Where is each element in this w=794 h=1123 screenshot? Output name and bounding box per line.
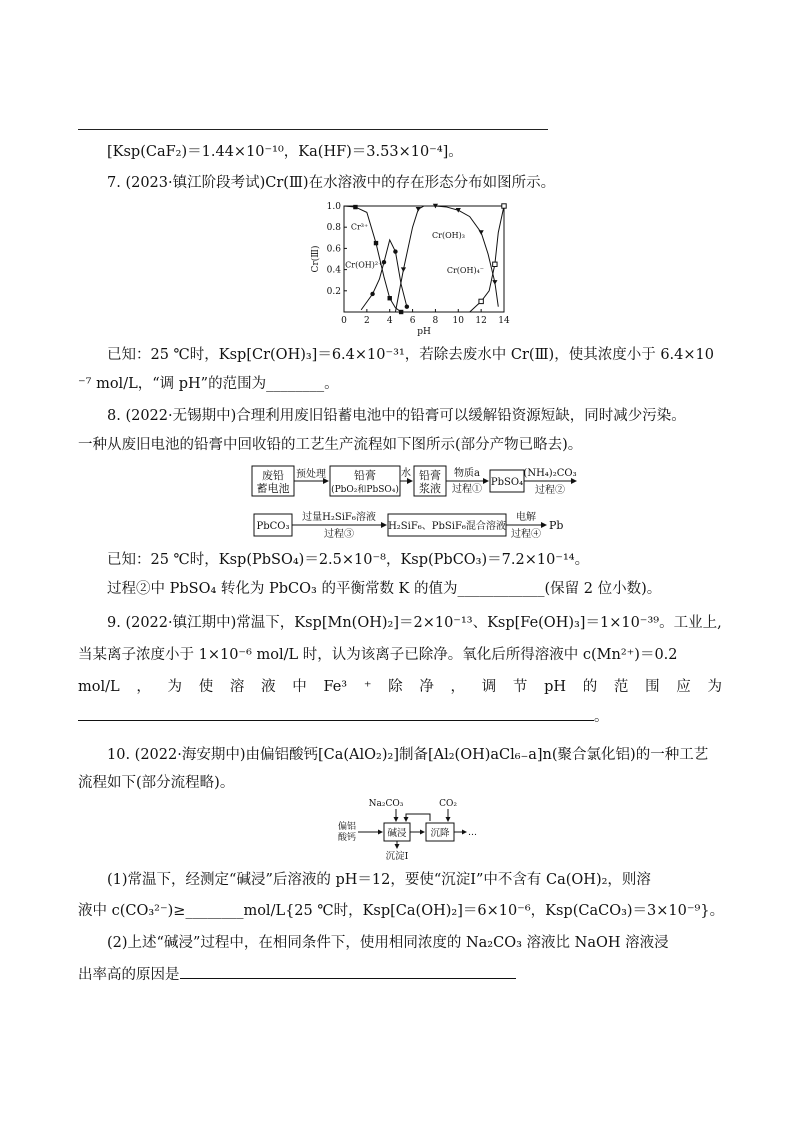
data-point (492, 280, 497, 285)
y-tick-label: 0.4 (326, 265, 341, 276)
data-point (370, 292, 374, 296)
x-tick-label: 6 (409, 316, 416, 326)
q10-part2-line2: 出率高的原因是 (78, 964, 516, 985)
svg-text:蓄电池: 蓄电池 (256, 482, 290, 495)
svg-text:H₂SiF₆、PbSiF₆混合溶液: H₂SiF₆、PbSiF₆混合溶液 (388, 521, 506, 532)
aluminum-chloride-flowchart (334, 796, 484, 862)
flow-co2-label: CO₂ (439, 799, 457, 809)
svg-text:…: … (468, 828, 477, 838)
svg-text:(PbO₂和PbSO₄): (PbO₂和PbSO₄) (331, 485, 399, 495)
svg-text:过程②: 过程② (535, 485, 565, 496)
svg-text:物质a: 物质a (454, 468, 480, 479)
svg-text:过程①: 过程① (452, 484, 482, 495)
lead-recovery-flowchart (250, 462, 630, 542)
data-point (393, 249, 397, 253)
flow-precipitate-label: 沉淀Ⅰ (385, 851, 409, 862)
top-note: [Ksp(CaF₂)＝1.44×10⁻¹⁰，Ka(HF)＝3.53×10⁻⁴]。 (107, 144, 463, 160)
data-point (382, 260, 386, 264)
svg-text:碱浸: 碱浸 (387, 828, 407, 839)
q10-part2-line1: (2)上述“碱浸”过程中，在相同条件下，使用相同浓度的 Na₂CO₃ 溶液比 NaOH 溶液浸 (107, 935, 669, 951)
q8-title-line2: 一种从废旧电池的铅膏中回收铅的工艺生产流程如下图所示(部分产物已略去)。 (78, 437, 583, 453)
svg-text:偏铝: 偏铝 (338, 822, 357, 832)
x-tick-label: 10 (452, 316, 465, 326)
svg-text:浆液: 浆液 (419, 482, 441, 495)
q8-question: 过程②中 PbSO₄ 转化为 PbCO₃ 的平衡常数 K 的值为____________(保留 2 位小数)。 (107, 581, 662, 597)
series-label: Cr(OH)²⁺ (345, 260, 383, 270)
data-point (479, 230, 484, 235)
q9-line3: mol/L ， 为 使 溶 液 中 Fe³ ⁺ 除 净 ， 调 节 pH 的 范 围 应 为 (78, 679, 722, 695)
series-label: Cr³⁺ (350, 222, 369, 232)
svg-text:PbSO₄: PbSO₄ (490, 477, 524, 488)
data-point (388, 296, 392, 300)
svg-text:过程③: 过程③ (324, 529, 354, 540)
x-tick-label: 0 (341, 316, 347, 326)
series-label: Cr(OH)₄⁻ (446, 265, 485, 275)
svg-text:水: 水 (401, 468, 411, 479)
q10-part1-line2: 液中 c(CO₃²⁻)≥________mol/L{25 ℃时，Ksp[Ca(OH)₂]＝6×10⁻⁶，Ksp(CaCO₃)＝3×10⁻⁹}。 (78, 903, 725, 919)
svg-text:铅膏: 铅膏 (419, 469, 441, 482)
q7-known-line1: 已知：25 ℃时，Ksp[Cr(OH)₃]＝6.4×10⁻³¹，若除去废水中 Cr(Ⅲ)，使其浓度小于 6.4×10 (107, 347, 714, 363)
svg-text:过量H₂SiF₆溶液: 过量H₂SiF₆溶液 (302, 512, 376, 523)
data-point (399, 310, 403, 314)
data-point (405, 305, 409, 309)
data-point (479, 299, 483, 303)
svg-text:沉降: 沉降 (430, 828, 450, 839)
y-tick-label: 1.0 (326, 202, 341, 212)
svg-text:电解: 电解 (516, 512, 536, 523)
data-point (416, 207, 421, 212)
svg-text:酸钙: 酸钙 (338, 833, 357, 843)
q8-known: 已知：25 ℃时，Ksp(PbSO₄)＝2.5×10⁻⁸，Ksp(PbCO₃)＝7.2×10⁻¹⁴。 (107, 552, 590, 568)
q7-known-line2: ⁻⁷ mol/L，“调 pH”的范围为________。 (78, 376, 339, 392)
series-line (395, 206, 498, 312)
y-tick-label: 0.2 (326, 286, 341, 297)
x-tick-label: 4 (386, 316, 393, 326)
q9-answer-line: 。 (78, 706, 609, 727)
series-label: Cr(OH)₃ (432, 230, 465, 240)
svg-text:过程④: 过程④ (511, 529, 541, 540)
q10-answer-blank[interactable] (180, 964, 516, 979)
q10-part1-line1: (1)常温下，经测定“碱浸”后溶液的 pH＝12，要使“沉淀Ⅰ”中不含有 Ca(OH)₂，则溶 (107, 872, 651, 888)
q7-title: 7. (2023·镇江阶段考试)Cr(Ⅲ)在水溶液中的存在形态分布如图所示。 (107, 175, 556, 191)
svg-text:(NH₄)₂CO₃: (NH₄)₂CO₃ (523, 468, 577, 479)
data-point (502, 204, 506, 208)
series-line (470, 206, 504, 312)
q8-title-line1: 8. (2022·无锡期中)合理利用废旧铅蓄电池中的铅膏可以缓解铅资源短缺，同时减少污染。 (107, 408, 686, 424)
cr-species-distribution-chart (306, 198, 526, 338)
flow-product-pb: Pb (549, 519, 564, 532)
q10-title-line2: 流程如下(部分流程略)。 (78, 775, 235, 791)
data-point (493, 262, 497, 266)
data-point (401, 267, 406, 272)
q9-line1: 9. (2022·镇江期中)常温下，Ksp[Mn(OH)₂]＝2×10⁻¹³、Ksp[Fe(OH)₃]＝1×10⁻³⁹。工业上, (107, 615, 722, 631)
svg-text:预处理: 预处理 (296, 469, 326, 480)
data-point (456, 208, 461, 213)
x-tick-label: 2 (363, 316, 370, 326)
q9-answer-blank[interactable] (78, 706, 594, 721)
y-axis-label: Cr(Ⅲ) (311, 245, 321, 273)
flow-na2co3-label: Na₂CO₃ (368, 799, 404, 809)
data-point (374, 241, 378, 245)
svg-text:废铅: 废铅 (262, 469, 284, 482)
svg-text:PbCO₃: PbCO₃ (256, 521, 290, 532)
flow-recycle-arrow (406, 814, 430, 821)
x-axis-label: pH (417, 327, 431, 337)
x-tick-label: 12 (475, 316, 487, 326)
y-tick-label: 0.6 (326, 244, 341, 255)
data-point (353, 205, 357, 209)
x-tick-label: 8 (432, 316, 439, 326)
x-tick-label: 14 (498, 316, 510, 326)
svg-text:铅膏: 铅膏 (354, 469, 376, 482)
y-tick-label: 0.8 (326, 223, 341, 234)
q10-title-line1: 10. (2022·海安期中)由偏铝酸钙[Ca(AlO₂)₂]制备[Al₂(OH)aCl₆₋a]n(聚合氯化铝)的一种工艺 (107, 747, 709, 763)
section-divider (78, 129, 548, 130)
q9-line2: 当某离子浓度小于 1×10⁻⁶ mol/L 时，认为该离子已除净。氧化后所得溶液中 c(Mn²⁺)＝0.2 (78, 647, 678, 663)
